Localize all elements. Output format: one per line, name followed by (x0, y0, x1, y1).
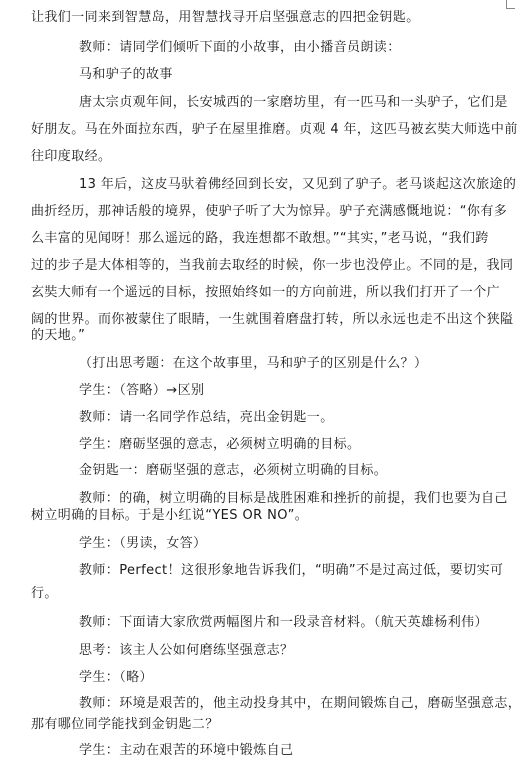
text-line-6: 往印度取经。 (31, 149, 112, 164)
text-line-12: 阔的世界。而你被蒙住了眼睛，一生就围着磨盘打转，所以永远也走不出这个狭隘 (31, 312, 514, 327)
text-line-7: 13 年后，这皮马驮着佛经回到长安，又见到了驴子。老马谈起这次旅途的 (79, 177, 517, 192)
text-line-19: 教师：的确，树立明确的目标是战胜困难和挫折的前提，我们也要为自己 (79, 491, 508, 506)
text-line-15: 学生：（答略）→区别 (79, 383, 205, 398)
text-line-14: （打出思考题：在这个故事里，马和驴子的区别是什么？） (79, 356, 428, 371)
text-line-8: 曲折经历，那神话般的境界，使驴子听了大为惊异。驴子充满感慨地说：“你有多 (31, 204, 508, 219)
text-line-2: 教师：请同学们倾听下面的小故事，由小播音员朗读： (79, 40, 401, 55)
text-line-17: 学生：磨砺坚强的意志，必须树立明确的目标。 (79, 437, 361, 452)
text-line-10: 过的步子是大体相等的，当我前去取经的时候，你一步也没停止。不同的是，我同 (31, 258, 514, 273)
story-title: 马和驴子的故事 (79, 67, 173, 82)
text-line-29: 学生：主动在艰苦的环境中锻炼自己 (79, 743, 294, 758)
text-line-13: 的天地。” (31, 328, 86, 343)
page-corner-mark (498, 0, 508, 10)
text-line-5: 好朋友。马在外面拉东西，驴子在屋里推磨。贞观 4 年，这匹马被玄奘大师选中前 (31, 122, 518, 137)
text-line-11: 玄奘大师有一个遥远的目标，按照始终如一的方向前进，所以我们打开了一个广 (31, 285, 501, 300)
text-line-23: 行。 (31, 586, 58, 601)
text-line-26: 学生：（略） (79, 670, 153, 685)
text-line-4: 唐太宗贞观年间，长安城西的一家磨坊里，有一匹马和一头驴子，它们是 (79, 95, 508, 110)
text-line-28: 那有哪位同学能找到金钥匙二？ (31, 717, 219, 732)
text-line-1: 让我们一同来到智慧岛，用智慧找寻开启坚强意志的四把金钥匙。 (31, 10, 420, 25)
text-line-18: 金钥匙一：磨砺坚强的意志，必须树立明确的目标。 (79, 463, 388, 478)
text-line-16: 教师：请一名同学作总结，亮出金钥匙一。 (79, 410, 334, 425)
text-line-27: 教师：环境是艰苦的，他主动投身其中，在期间锻炼自己，磨砺坚强意志， (79, 696, 522, 711)
text-line-20: 树立明确的目标。于是小红说“YES OR NO”。 (31, 508, 309, 523)
text-line-22: 教师：Perfect！这很形象地告诉我们，“明确”不是过高过低，要切实可 (79, 563, 504, 578)
text-line-25: 思考：该主人公如何磨练坚强意志？ (79, 643, 294, 658)
text-line-21: 学生：（男读，女答） (79, 536, 207, 551)
text-line-9: 么丰富的见闻呀！那么遥远的路，我连想都不敢想。”“其实，”老马说，“我们跨 (31, 231, 489, 246)
text-line-24: 教师：下面请大家欣赏两幅图片和一段录音材料。（航天英雄杨利伟） (79, 615, 488, 630)
